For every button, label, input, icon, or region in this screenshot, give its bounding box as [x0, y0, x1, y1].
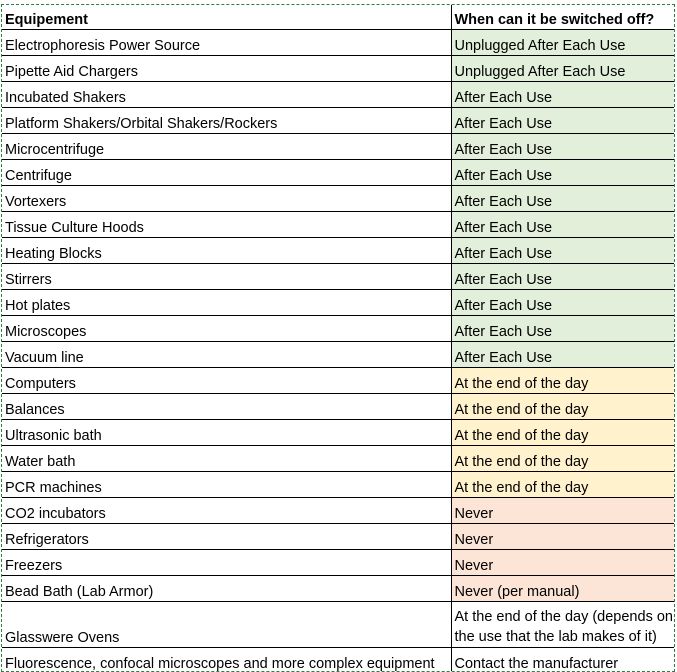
switch-off-cell[interactable]: At the end of the day [451, 394, 675, 420]
equipment-cell[interactable]: Bead Bath (Lab Armor) [2, 576, 451, 602]
switch-off-cell[interactable]: At the end of the day [451, 446, 675, 472]
table-row [2, 524, 675, 550]
table-row [2, 342, 675, 368]
table-row [2, 446, 675, 472]
switch-off-cell[interactable]: Never (per manual) [451, 576, 675, 602]
equipment-cell[interactable]: Glasswere Ovens [2, 602, 451, 648]
equipment-cell[interactable]: Computers [2, 368, 451, 394]
table-row [2, 238, 675, 264]
table-row [2, 550, 675, 576]
equipment-cell[interactable]: Hot plates [2, 290, 451, 316]
switch-off-cell[interactable]: After Each Use [451, 264, 675, 290]
table-row [2, 56, 675, 82]
table-row [2, 160, 675, 186]
table-row [2, 108, 675, 134]
equipment-cell[interactable]: Fluorescence, confocal microscopes and more complex equipment [2, 648, 451, 672]
equipment-cell[interactable]: Microcentrifuge [2, 134, 451, 160]
equipment-cell[interactable]: Vortexers [2, 186, 451, 212]
table-row [2, 30, 675, 56]
switch-off-cell[interactable]: After Each Use [451, 82, 675, 108]
switch-off-cell[interactable]: Contact the manufacturer [454, 656, 619, 672]
equipment-cell[interactable]: Incubated Shakers [2, 82, 451, 108]
header-when-switch-off[interactable]: When can it be switched off? [451, 5, 675, 30]
table-row [2, 368, 675, 394]
switch-off-cell[interactable]: Unplugged After Each Use [451, 30, 675, 56]
equipment-cell[interactable]: Stirrers [2, 264, 451, 290]
equipment-table [2, 5, 675, 672]
header-equipment[interactable]: Equipement [2, 5, 451, 30]
table-row [2, 648, 675, 672]
switch-off-cell[interactable]: After Each Use [451, 290, 675, 316]
table-row [2, 316, 675, 342]
switch-off-cell[interactable]: After Each Use [451, 186, 675, 212]
switch-off-cell[interactable]: At the end of the day [451, 420, 675, 446]
equipment-cell[interactable]: Microscopes [2, 316, 451, 342]
switch-off-cell[interactable]: After Each Use [451, 108, 675, 134]
equipment-cell[interactable]: Balances [2, 394, 451, 420]
switch-off-cell[interactable]: After Each Use [451, 316, 675, 342]
equipment-cell[interactable]: Freezers [2, 550, 451, 576]
table-row [2, 82, 675, 108]
equipment-cell[interactable]: Tissue Culture Hoods [2, 212, 451, 238]
switch-off-cell[interactable]: Unplugged After Each Use [451, 56, 675, 82]
equipment-cell[interactable]: Refrigerators [2, 524, 451, 550]
table-row [2, 394, 675, 420]
table-row [2, 264, 675, 290]
equipment-cell[interactable]: Vacuum line [2, 342, 451, 368]
table-row [2, 134, 675, 160]
equipment-cell[interactable]: Pipette Aid Chargers [2, 56, 451, 82]
spreadsheet [1, 4, 675, 672]
equipment-cell[interactable]: Heating Blocks [2, 238, 451, 264]
switch-off-cell[interactable]: After Each Use [451, 238, 675, 264]
table-row [2, 420, 675, 446]
switch-off-cell[interactable]: At the end of the day [451, 472, 675, 498]
switch-off-cell[interactable]: At the end of the day (depends on the use that the lab makes of it) [451, 602, 675, 648]
equipment-cell[interactable]: PCR machines [2, 472, 451, 498]
switch-off-cell[interactable]: Never [451, 498, 675, 524]
table-row [2, 602, 675, 648]
table-row [2, 498, 675, 524]
switch-off-cell[interactable]: Never [451, 524, 675, 550]
table-row [2, 212, 675, 238]
table-row [2, 186, 675, 212]
equipment-cell[interactable]: Platform Shakers/Orbital Shakers/Rockers [2, 108, 451, 134]
equipment-cell[interactable]: Electrophoresis Power Source [2, 30, 451, 56]
switch-off-cell[interactable]: After Each Use [451, 134, 675, 160]
switch-off-cell[interactable]: At the end of the day [451, 368, 675, 394]
equipment-cell[interactable]: CO2 incubators [2, 498, 451, 524]
table-row [2, 576, 675, 602]
equipment-cell[interactable]: Ultrasonic bath [2, 420, 451, 446]
table-row [2, 290, 675, 316]
switch-off-cell[interactable]: After Each Use [451, 160, 675, 186]
header-row [2, 5, 675, 30]
equipment-cell[interactable]: Water bath [2, 446, 451, 472]
switch-off-cell[interactable]: Never [451, 550, 675, 576]
table-row [2, 472, 675, 498]
switch-off-cell[interactable]: After Each Use [451, 212, 675, 238]
switch-off-cell[interactable]: After Each Use [451, 342, 675, 368]
equipment-cell[interactable]: Centrifuge [2, 160, 451, 186]
